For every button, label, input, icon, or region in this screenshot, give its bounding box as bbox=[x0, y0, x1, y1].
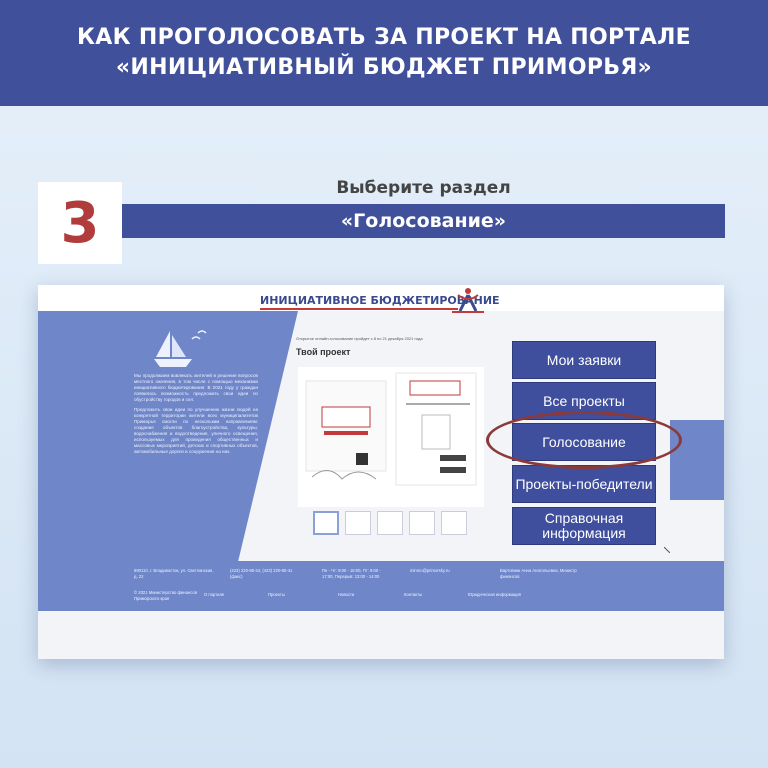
thumbnail[interactable] bbox=[377, 511, 403, 535]
thumbnail[interactable] bbox=[345, 511, 371, 535]
sailing-ship-icon bbox=[140, 325, 210, 373]
intro-paragraph-1: Мы продолжаем вовлекать жителей в решение вопросов местного значения, в том числе с помощью механизма инициативного бюджетирования. В 2021 году у граждан появилась возможность предложить свои идеи по обустройству городов и сел. bbox=[134, 373, 258, 402]
portal-header bbox=[38, 285, 724, 311]
intro-text bbox=[134, 373, 258, 459]
all-projects-button[interactable]: Все проекты bbox=[512, 382, 656, 420]
project-preview-image[interactable] bbox=[298, 367, 484, 507]
portal-logo-icon[interactable] bbox=[448, 285, 488, 315]
footer-hours: Пн - Чт: 9:00 - 18:00, Пт: 9:00 - 17:00, Перерыв: 13:00 - 14:00 bbox=[322, 568, 381, 579]
step-number: 3 bbox=[38, 182, 122, 264]
voting-highlight bbox=[486, 411, 682, 469]
voting-button[interactable]: Голосование bbox=[512, 423, 656, 461]
my-applications-button[interactable]: Мои заявки bbox=[512, 341, 656, 379]
step-instruction: Выберите раздел bbox=[336, 178, 511, 198]
reference-info-button[interactable]: Справочная информация bbox=[512, 507, 656, 545]
footer-link-news[interactable]: Новости bbox=[338, 592, 355, 597]
portal-screenshot bbox=[38, 285, 724, 659]
thumbnail[interactable] bbox=[409, 511, 435, 535]
intro-paragraph-2: Предложить свои идеи по улучшению жизни людей на конкретной территории жители всех муниципалитетов Приморья смогли по нескольким направлениям: создание объектов благоустройства, культуры, водоснабжения и водоотведения, уличного освещения, используемых для проведения общественных и массовых мероприятий, детских и спортивных объектов, автомобильные дороги и сооружения на них. bbox=[134, 407, 258, 454]
footer-link-projects[interactable]: Проекты bbox=[268, 592, 285, 597]
winning-projects-button[interactable]: Проекты-победители bbox=[512, 465, 656, 503]
thumbnail[interactable] bbox=[441, 511, 467, 535]
cursor-icon bbox=[664, 547, 670, 553]
footer-address: 690110, г. Владивосток, ул. Светланская, д. 22 bbox=[134, 568, 214, 579]
footer-link-contacts[interactable]: Контакты bbox=[404, 592, 423, 597]
preview-thumbnails bbox=[313, 511, 467, 535]
portal-title[interactable]: ИНИЦИАТИВНОЕ БЮДЖЕТИРОВАНИЕ bbox=[260, 294, 500, 307]
top-banner bbox=[0, 0, 768, 106]
content-title: Твой проект bbox=[296, 347, 351, 357]
step-section-name: «Голосование» bbox=[122, 204, 725, 238]
footer-link-legal[interactable]: Юридическая информация bbox=[468, 592, 521, 597]
footer-minister: Вартовник Анна Анатольевна, Министр финансов bbox=[500, 568, 577, 579]
footer-copyright: © 2021 Министерство финансов Приморского края bbox=[134, 590, 197, 601]
banner-line-1: КАК ПРОГОЛОСОВАТЬ ЗА ПРОЕКТ НА ПОРТАЛЕ bbox=[77, 25, 691, 50]
portal-title-underline bbox=[260, 308, 458, 310]
footer-link-about[interactable]: О портале bbox=[204, 592, 225, 597]
thumbnail[interactable] bbox=[313, 511, 339, 535]
banner-line-2: «ИНИЦИАТИВНЫЙ БЮДЖЕТ ПРИМОРЬЯ» bbox=[115, 55, 653, 80]
footer-email[interactable]: minmo@primorsky.ru bbox=[410, 568, 450, 573]
footer-phones: (423) 220-88-34, (423) 220-80-41 (факс) bbox=[230, 568, 293, 579]
voting-notice: Открытое онлайн-голосование пройдет с 8 по 21 декабря 2021 года bbox=[296, 336, 423, 341]
